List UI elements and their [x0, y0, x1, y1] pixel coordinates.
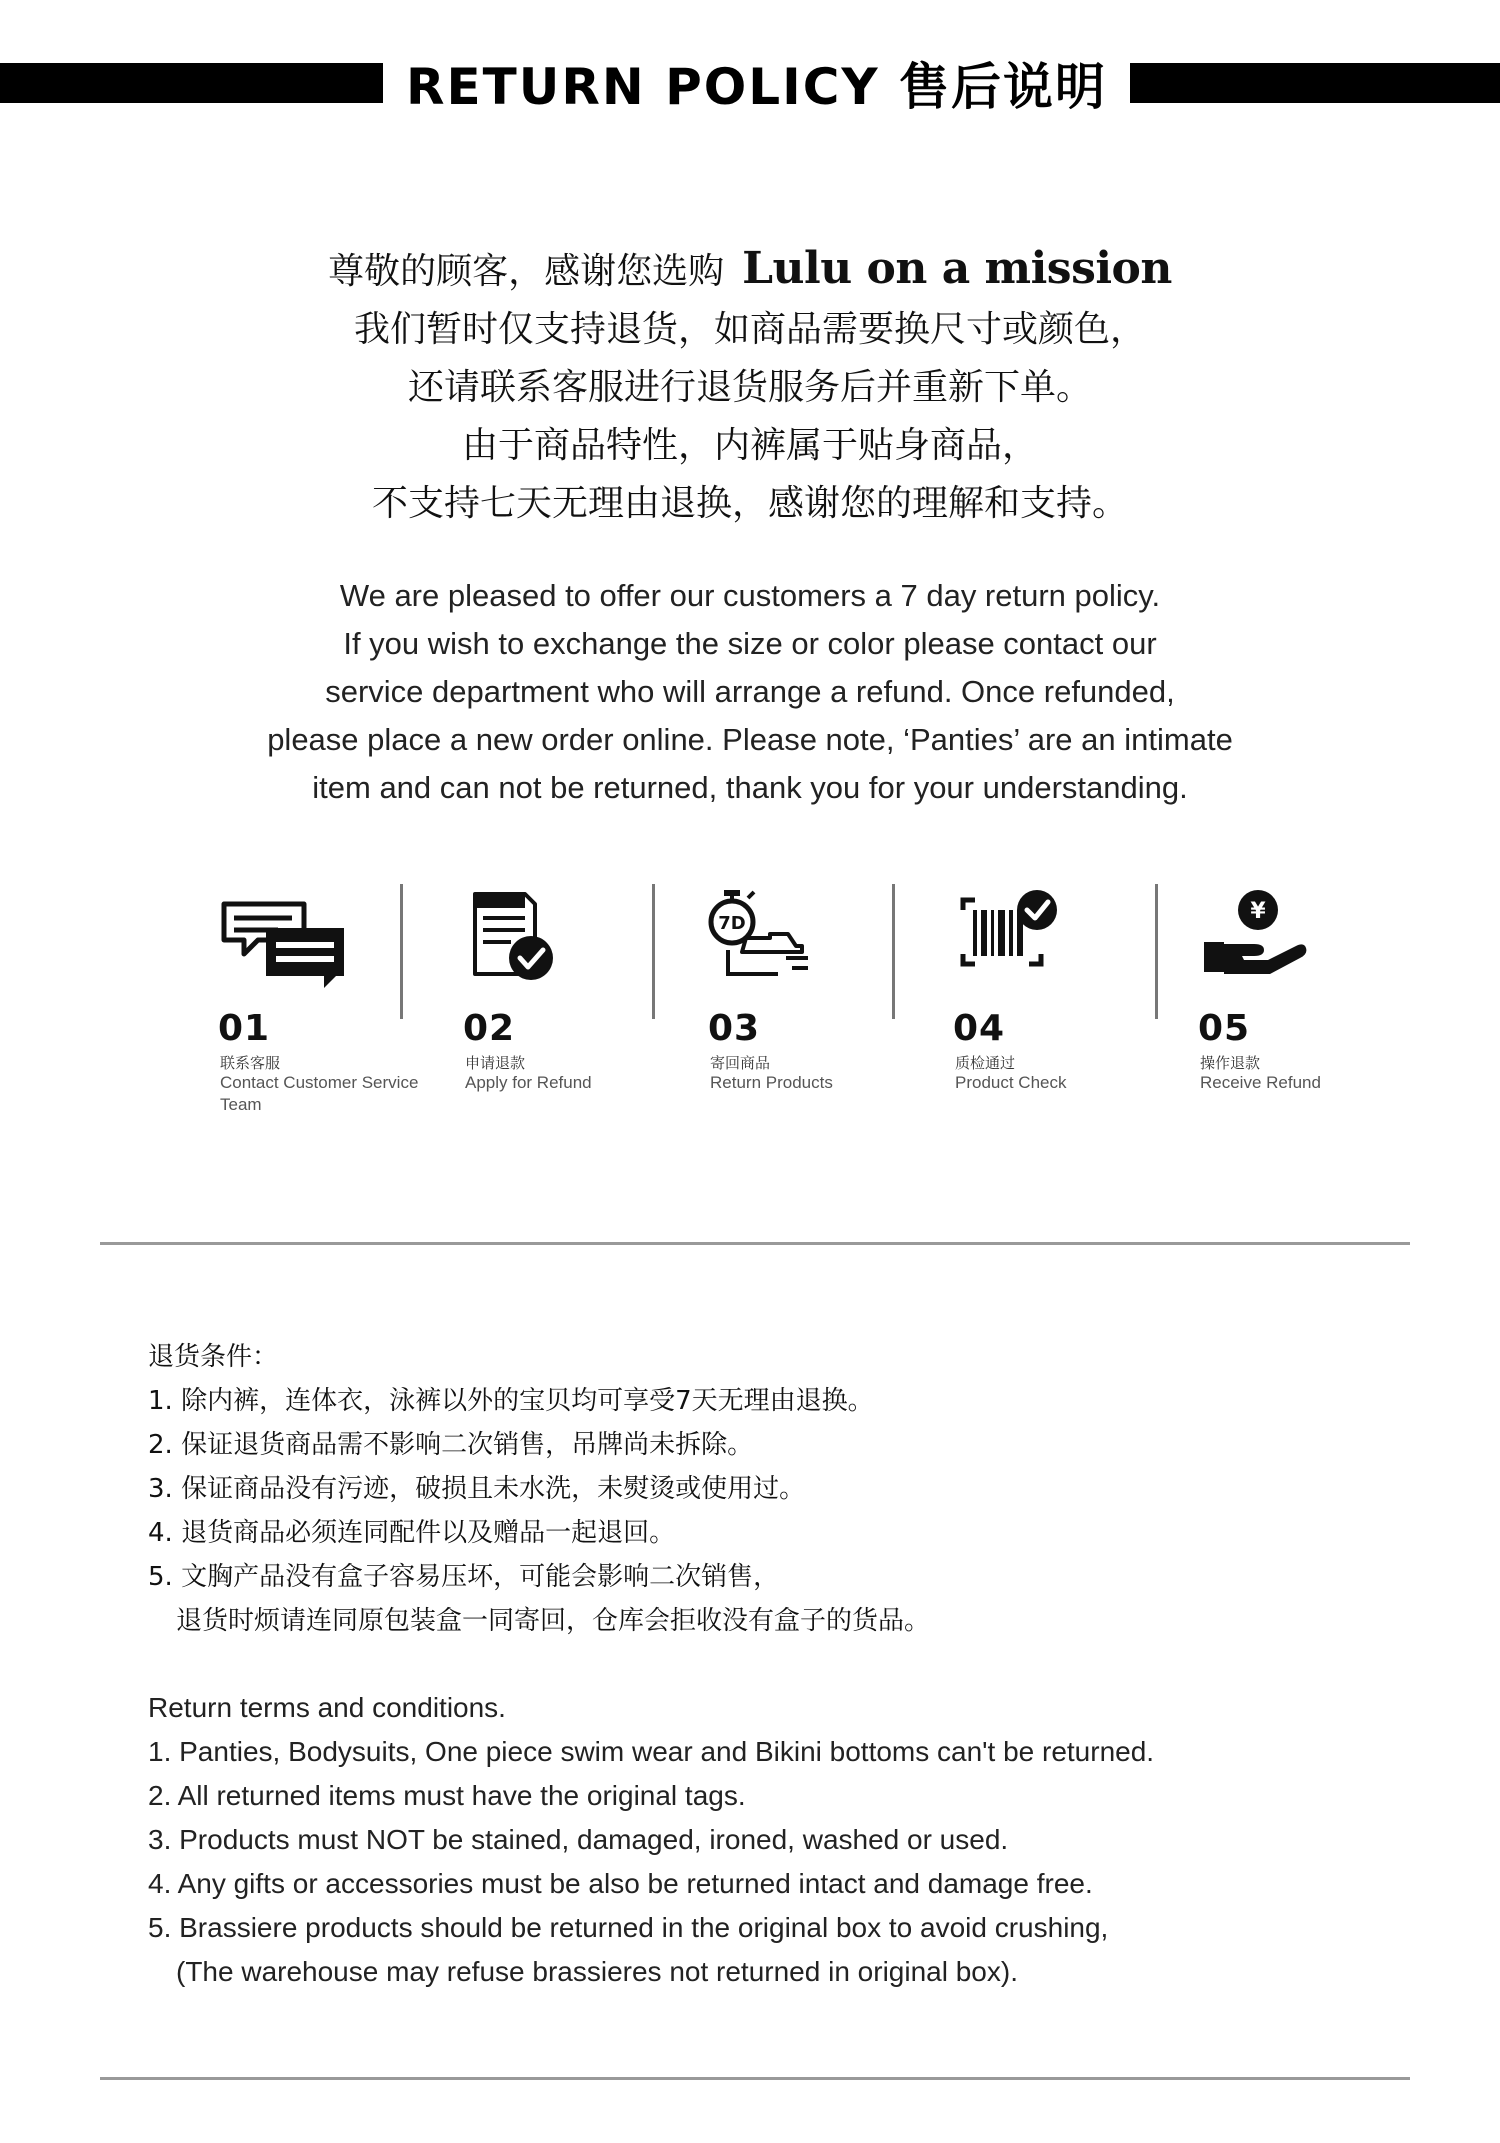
- terms-en-item: 4. Any gifts or accessories must be also be returned intact and damage free.: [148, 1868, 1093, 1899]
- intro-cn-line-1: [150, 240, 1350, 301]
- return-steps: [210, 880, 1350, 1140]
- step-label-en: Apply for Refund: [465, 1073, 592, 1092]
- hand-yen-coin-icon: [1198, 888, 1328, 998]
- terms-cn-continuation: 退货时烦请连同原包装盒一同寄回，仓库会拒收没有盒子的货品。: [176, 1606, 931, 1636]
- document-check-icon: [463, 888, 593, 998]
- step-divider: [652, 884, 655, 1019]
- chat-bubbles-icon: [218, 888, 348, 998]
- terms-en-heading: Return terms and conditions.: [148, 1692, 506, 1723]
- intro-en-line-4: please place a new order online. Please note, ‘Panties’ are an intimate: [267, 722, 1233, 757]
- step-4: [945, 880, 1175, 1140]
- step-5: [1190, 880, 1420, 1140]
- intro-en-line-5: item and can not be returned, thank you for your understanding.: [312, 770, 1188, 805]
- intro-cn-line-2: 我们暂时仅支持退货，如商品需要换尺寸或颜色，: [353, 309, 1146, 350]
- step-label-cn: 申请退款: [465, 1054, 526, 1072]
- step-3: [700, 880, 930, 1140]
- svg-text:7D: 7D: [718, 913, 746, 934]
- intro-en-line-1: We are pleased to offer our customers a 7 day return policy.: [339, 578, 1161, 613]
- brand-name: Lulu on a mission: [742, 243, 1172, 294]
- step-label-cn: 寄回商品: [710, 1054, 771, 1072]
- terms-cn-item: 5. 文胸产品没有盒子容易压坏，可能会影响二次销售，: [148, 1562, 780, 1592]
- terms-en-item: 1. Panties, Bodysuits, One piece swim wear and Bikini bottoms can't be returned.: [148, 1736, 1155, 1767]
- step-number: 05: [1198, 1008, 1251, 1049]
- intro-cn-line-5: 不支持七天无理由退换，感谢您的理解和支持。: [371, 483, 1128, 524]
- step-label-en: Receive Refund: [1200, 1073, 1321, 1092]
- step-label-en: Contact Customer Service Team: [220, 1073, 419, 1114]
- barcode-check-icon: [953, 888, 1083, 998]
- terms-cn-item: 1. 除内裤，连体衣，泳裤以外的宝贝均可享受7天无理由退换。: [148, 1386, 874, 1416]
- header-bar-right: [1130, 63, 1500, 103]
- terms-en-item: 2. All returned items must have the original tags.: [148, 1780, 746, 1811]
- terms-english: [148, 1686, 1408, 1994]
- terms-en-item: 5. Brassiere products should be returned in the original box to avoid crushing,: [148, 1912, 1109, 1943]
- intro-english: [150, 572, 1350, 812]
- step-number: 03: [708, 1008, 761, 1049]
- svg-text:¥: ¥: [1250, 899, 1266, 924]
- step-number: 02: [463, 1008, 516, 1049]
- step-2: [455, 880, 685, 1140]
- terms-en-continuation: (The warehouse may refuse brassieres not returned in original box).: [176, 1956, 1018, 1987]
- section-divider-top: [100, 1242, 1410, 1245]
- step-label-cn: 操作退款: [1200, 1054, 1261, 1072]
- intro-en-line-2: If you wish to exchange the size or color please contact our: [343, 626, 1157, 661]
- step-label-en: Product Check: [955, 1073, 1067, 1092]
- terms-cn-item: 2. 保证退货商品需不影响二次销售，吊牌尚未拆除。: [148, 1430, 754, 1460]
- step-label-cn: 联系客服: [220, 1054, 281, 1072]
- step-1: [210, 880, 440, 1140]
- intro-cn-greeting: 尊敬的顾客，感谢您选购: [328, 251, 725, 292]
- step-divider: [1155, 884, 1158, 1019]
- terms-en-item: 3. Products must NOT be stained, damaged, ironed, washed or used.: [148, 1824, 1009, 1855]
- 7-day-delivery-icon: [708, 888, 838, 998]
- step-number: 04: [953, 1008, 1006, 1049]
- terms-cn-item: 3. 保证商品没有污迹，破损且未水洗，未熨烫或使用过。: [148, 1474, 806, 1504]
- step-number: 01: [218, 1008, 271, 1049]
- terms-chinese: [148, 1335, 1398, 1643]
- step-label-en: Return Products: [710, 1073, 833, 1092]
- header-bar-left: [0, 63, 383, 103]
- intro-cn-line-3: 还请联系客服进行退货服务后并重新下单。: [407, 367, 1092, 408]
- terms-cn-item: 4. 退货商品必须连同配件以及赠品一起退回。: [148, 1518, 676, 1548]
- step-divider: [400, 884, 403, 1019]
- header: [0, 55, 1500, 116]
- intro-cn-line-4: 由于商品特性，内裤属于贴身商品，: [461, 425, 1038, 466]
- step-divider: [892, 884, 895, 1019]
- intro-en-line-3: service department who will arrange a refund. Once refunded,: [325, 674, 1175, 709]
- page-title: RETURN POLICY 售后说明: [405, 57, 1108, 116]
- section-divider-bottom: [100, 2077, 1410, 2080]
- step-label-cn: 质检通过: [955, 1054, 1016, 1072]
- intro-chinese: [150, 240, 1350, 533]
- terms-cn-heading: 退货条件：: [148, 1342, 279, 1372]
